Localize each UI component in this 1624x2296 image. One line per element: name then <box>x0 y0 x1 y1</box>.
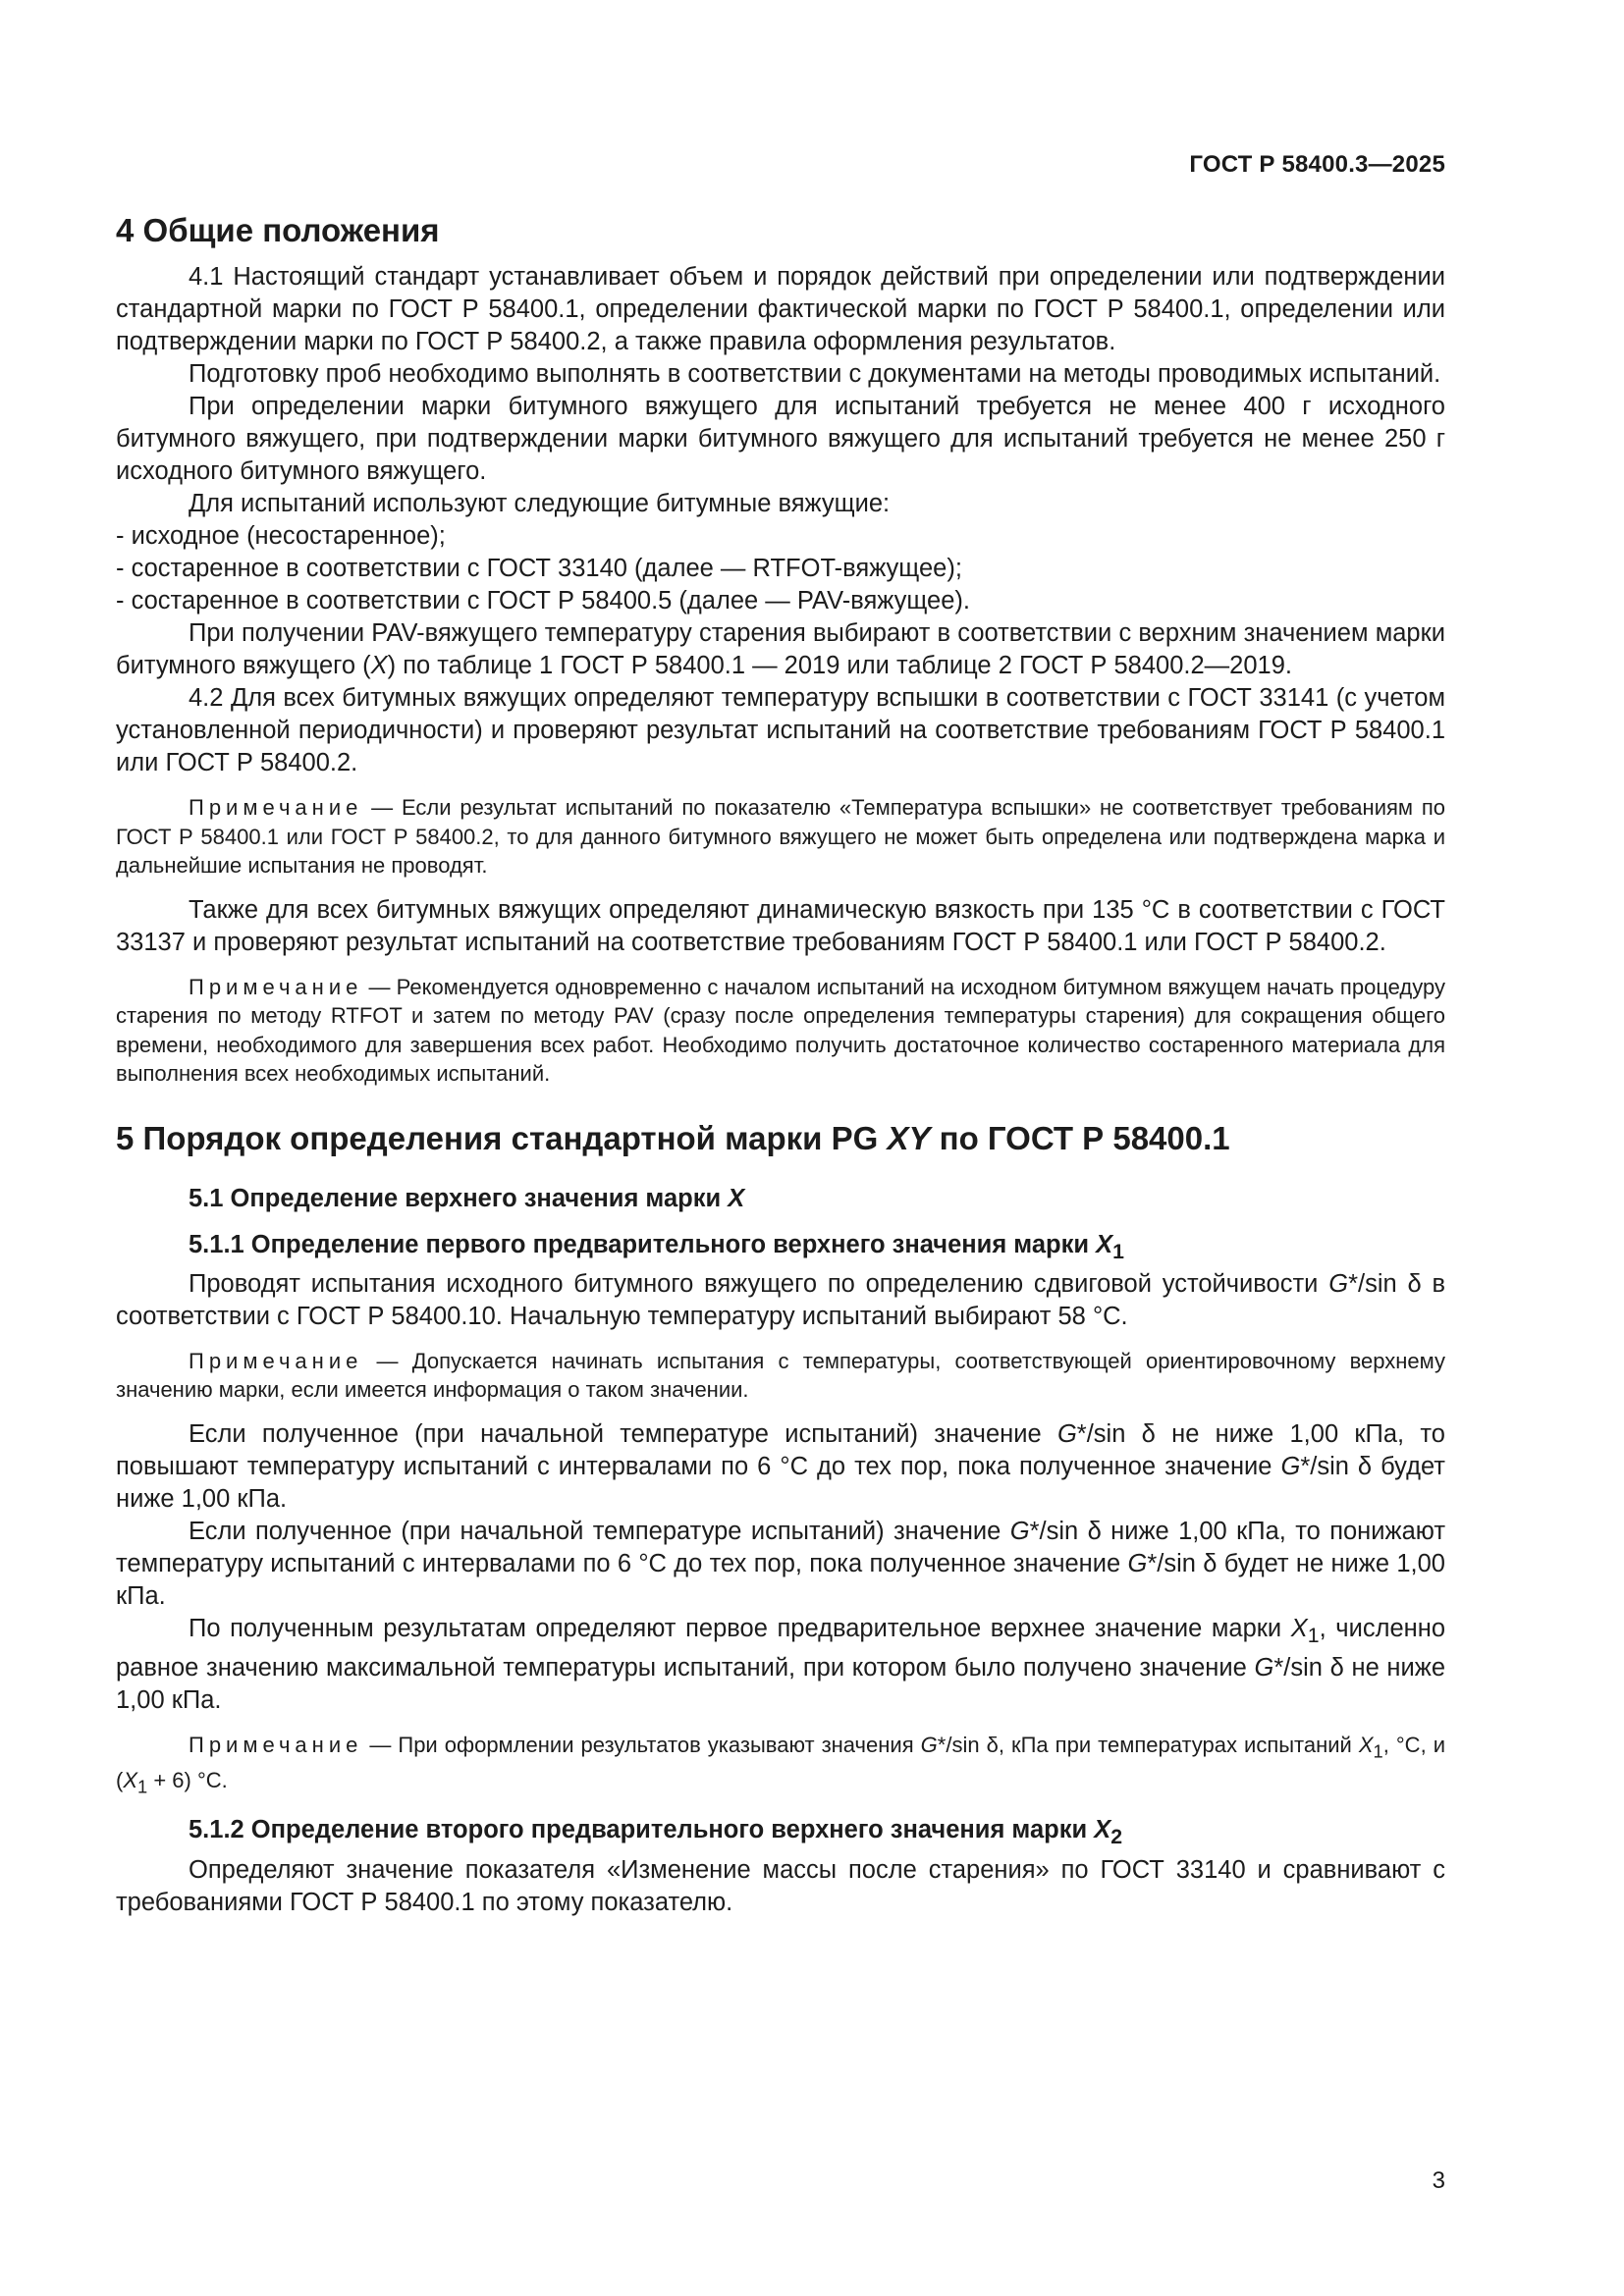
variable-g: G <box>1056 1419 1077 1448</box>
text-run: */sin δ <box>1029 1517 1102 1545</box>
paragraph-pav-temperature <box>116 617 1445 682</box>
text-run: , кПа при температурах испытаний <box>998 1732 1359 1757</box>
variable-x: X <box>1096 1230 1113 1258</box>
list-item-binder: - исходное (несостаренное); <box>116 522 446 550</box>
subscript: 2 <box>1110 1825 1123 1849</box>
variable-x: X <box>1358 1732 1374 1757</box>
paragraph-sample-prep: Подготовку проб необходимо выполнять в соответствии с документами на методы проводимых испытаний. <box>189 360 1441 388</box>
note-start-temperature <box>116 1347 1445 1405</box>
text-run: не ниже 1,00 кПа. <box>116 1653 1445 1714</box>
note-text: — Допускается начинать испытания с температуры, соответствующей ориентировочному верхнему значению марки, если имеется информация о таком значении. <box>116 1348 1445 1403</box>
variable-g: G <box>1280 1452 1301 1480</box>
page-number: 3 <box>1432 2167 1445 2194</box>
note-text: — Если результат испытаний по показателю «Температура вспышки» не соответствует требованиям по ГОСТ Р 58400.1 или ГОСТ Р 58400.2, то для данного битумного вяжущего не может быть определена или подтверждена марка и дальнейшие испытания не проводят. <box>116 795 1445 878</box>
text-run: */sin δ <box>1076 1419 1156 1448</box>
note-label: Примечание <box>189 1732 363 1757</box>
subscript: 1 <box>1112 1239 1124 1263</box>
text-run: */sin δ <box>937 1732 999 1757</box>
note-label: Примечание <box>189 1348 363 1373</box>
paragraph-first-preliminary-value <box>116 1613 1445 1717</box>
section-5-heading <box>116 1118 1445 1159</box>
text-run: */sin δ <box>1147 1549 1218 1577</box>
variable-g: G <box>1254 1653 1274 1682</box>
variable-x: X <box>123 1767 138 1792</box>
variable-x: X <box>728 1184 745 1212</box>
text-run: 5.1.1 Определение первого предварительного верхнего значения марки <box>189 1230 1097 1258</box>
variable-g: G <box>1009 1517 1030 1545</box>
note-result-reporting <box>116 1731 1445 1801</box>
variable-x: X <box>1290 1614 1308 1642</box>
text-run: ниже 1,00 кПа, то понижают температуру испытаний с интервалами по 6 °С до тех пор, пока полученное значение <box>116 1517 1445 1577</box>
text-run: По полученным результатам определяют первое предварительное верхнее значение марки <box>189 1614 1291 1642</box>
subsection-5-1-1-heading <box>189 1229 1445 1268</box>
subsection-5-1-2-heading <box>189 1814 1445 1853</box>
text-run: */sin δ <box>1300 1452 1373 1480</box>
paragraph-shear-test <box>116 1268 1445 1333</box>
paragraph-4-1: 4.1 Настоящий стандарт устанавливает объем и порядок действий при определении или подтверждении стандартной марки по ГОСТ Р 58400.1, определении фактической марки по ГОСТ Р 58400.1, определении или подтверждении марки по ГОСТ Р 58400.2, а также правила оформления результатов. <box>116 263 1445 355</box>
subsection-5-1-heading <box>189 1183 1445 1215</box>
text-run: по ГОСТ Р 58400.1 <box>930 1119 1230 1156</box>
text-run: не ниже 1,00 кПа, то повышают температуру испытаний с интервалами по 6 °С до тех пор, пока полученное значение <box>116 1419 1445 1480</box>
note-label: Примечание <box>189 974 363 999</box>
note-flash-point <box>116 793 1445 881</box>
paragraph-binders-intro: Для испытаний используют следующие битумные вяжущие: <box>189 490 891 517</box>
variable-g: G <box>1127 1549 1148 1577</box>
section-4-heading: 4 Общие положения <box>116 212 440 248</box>
list-item-binder: - состаренное в соответствии с ГОСТ Р 58400.5 (далее — PAV-вяжущее). <box>116 587 971 614</box>
text-run: + 6) °С. <box>147 1767 228 1792</box>
text-run: — При оформлении результатов указывают значения <box>362 1732 921 1757</box>
paragraph-viscosity: Также для всех битумных вяжущих определяют динамическую вязкость при 135 °С в соответствии с ГОСТ 33137 и проверяют результат испытаний на соответствие требованиям ГОСТ Р 58400.1 или ГОСТ Р 58400.2. <box>116 895 1445 956</box>
text-run: 5.1.2 Определение второго предварительного верхнего значения марки <box>189 1816 1095 1844</box>
text-run: , °С, и ( <box>116 1732 1445 1792</box>
text-run: будет не ниже 1,00 кПа. <box>116 1549 1445 1610</box>
text-run: */sin δ <box>1348 1269 1422 1298</box>
paragraph-4-2: 4.2 Для всех битумных вяжущих определяют температуру вспышки в соответствии с ГОСТ 33141 (с учетом установленной периодичности) и проверяют результат испытаний на соответствие требованиям ГОСТ Р 58400.1 или ГОСТ Р 58400.2. <box>116 684 1445 776</box>
text-run: */sin δ <box>1273 1653 1344 1682</box>
paragraph-mass-change: Определяют значение показателя «Изменение массы после старения» по ГОСТ 33140 и сравнивают с требованиями ГОСТ Р 58400.1 по этому показателю. <box>116 1855 1445 1916</box>
variable-x: X <box>370 652 388 679</box>
text-run: Если полученное (при начальной температуре испытаний) значение <box>189 1419 1057 1448</box>
document-code-header: ГОСТ Р 58400.3—2025 <box>1189 151 1445 178</box>
text-run: ) по таблице 1 ГОСТ Р 58400.1 — 2019 или таблице 2 ГОСТ Р 58400.2—2019. <box>387 652 1292 679</box>
variable-g: G <box>920 1732 938 1757</box>
text-run: в соответствии с ГОСТ Р 58400.10. Начальную температуру испытаний выбирают 58 °С. <box>116 1269 1445 1330</box>
paragraph-increase-temperature <box>116 1418 1445 1516</box>
subscript: 1 <box>137 1775 148 1796</box>
variable-g: G <box>1328 1269 1349 1298</box>
variable-x: X <box>1094 1816 1111 1844</box>
text-run: При получении PAV-вяжущего температуру старения выбирают в соответствии с верхним значением марки битумного вяжущего ( <box>116 619 1445 679</box>
text-run: Если полученное (при начальной температуре испытаний) значение <box>189 1517 1010 1545</box>
subscript: 1 <box>1373 1740 1383 1762</box>
text-run: 5 Порядок определения стандартной марки PG <box>116 1119 888 1156</box>
note-aging-procedure <box>116 973 1445 1089</box>
paragraph-decrease-temperature <box>116 1516 1445 1613</box>
list-item-binder: - состаренное в соответствии с ГОСТ 33140 (далее — RTFOT-вяжущее); <box>116 555 962 582</box>
variable-xy: XY <box>887 1119 931 1156</box>
note-label: Примечание <box>189 795 363 820</box>
text-run: Проводят испытания исходного битумного вяжущего по определению сдвиговой устойчивости <box>189 1269 1329 1298</box>
text-run: 5.1 Определение верхнего значения марки <box>189 1184 729 1212</box>
paragraph-sample-mass: При определении марки битумного вяжущего для испытаний требуется не менее 400 г исходного битумного вяжущего, при подтверждении марки битумного вяжущего для испытаний требуется не менее 250 г исходного битумного вяжущего. <box>116 393 1445 485</box>
page-content <box>116 210 1445 1919</box>
subscript: 1 <box>1307 1623 1320 1647</box>
note-text: — Рекомендуется одновременно с началом испытаний на исходном битумном вяжущем начать процедуру старения по методу RTFOT и затем по методу PAV (сразу после определения температуры старения) для сокращения общего времени, необходимого для завершения всех работ. Необходимо получить достаточное количество состаренного материала для выполнения всех необходимых испытаний. <box>116 974 1445 1086</box>
text-run: , численно равное значению максимальной температуры испытаний, при котором было получено значение <box>116 1614 1445 1682</box>
text-run: будет ниже 1,00 кПа. <box>116 1452 1445 1513</box>
